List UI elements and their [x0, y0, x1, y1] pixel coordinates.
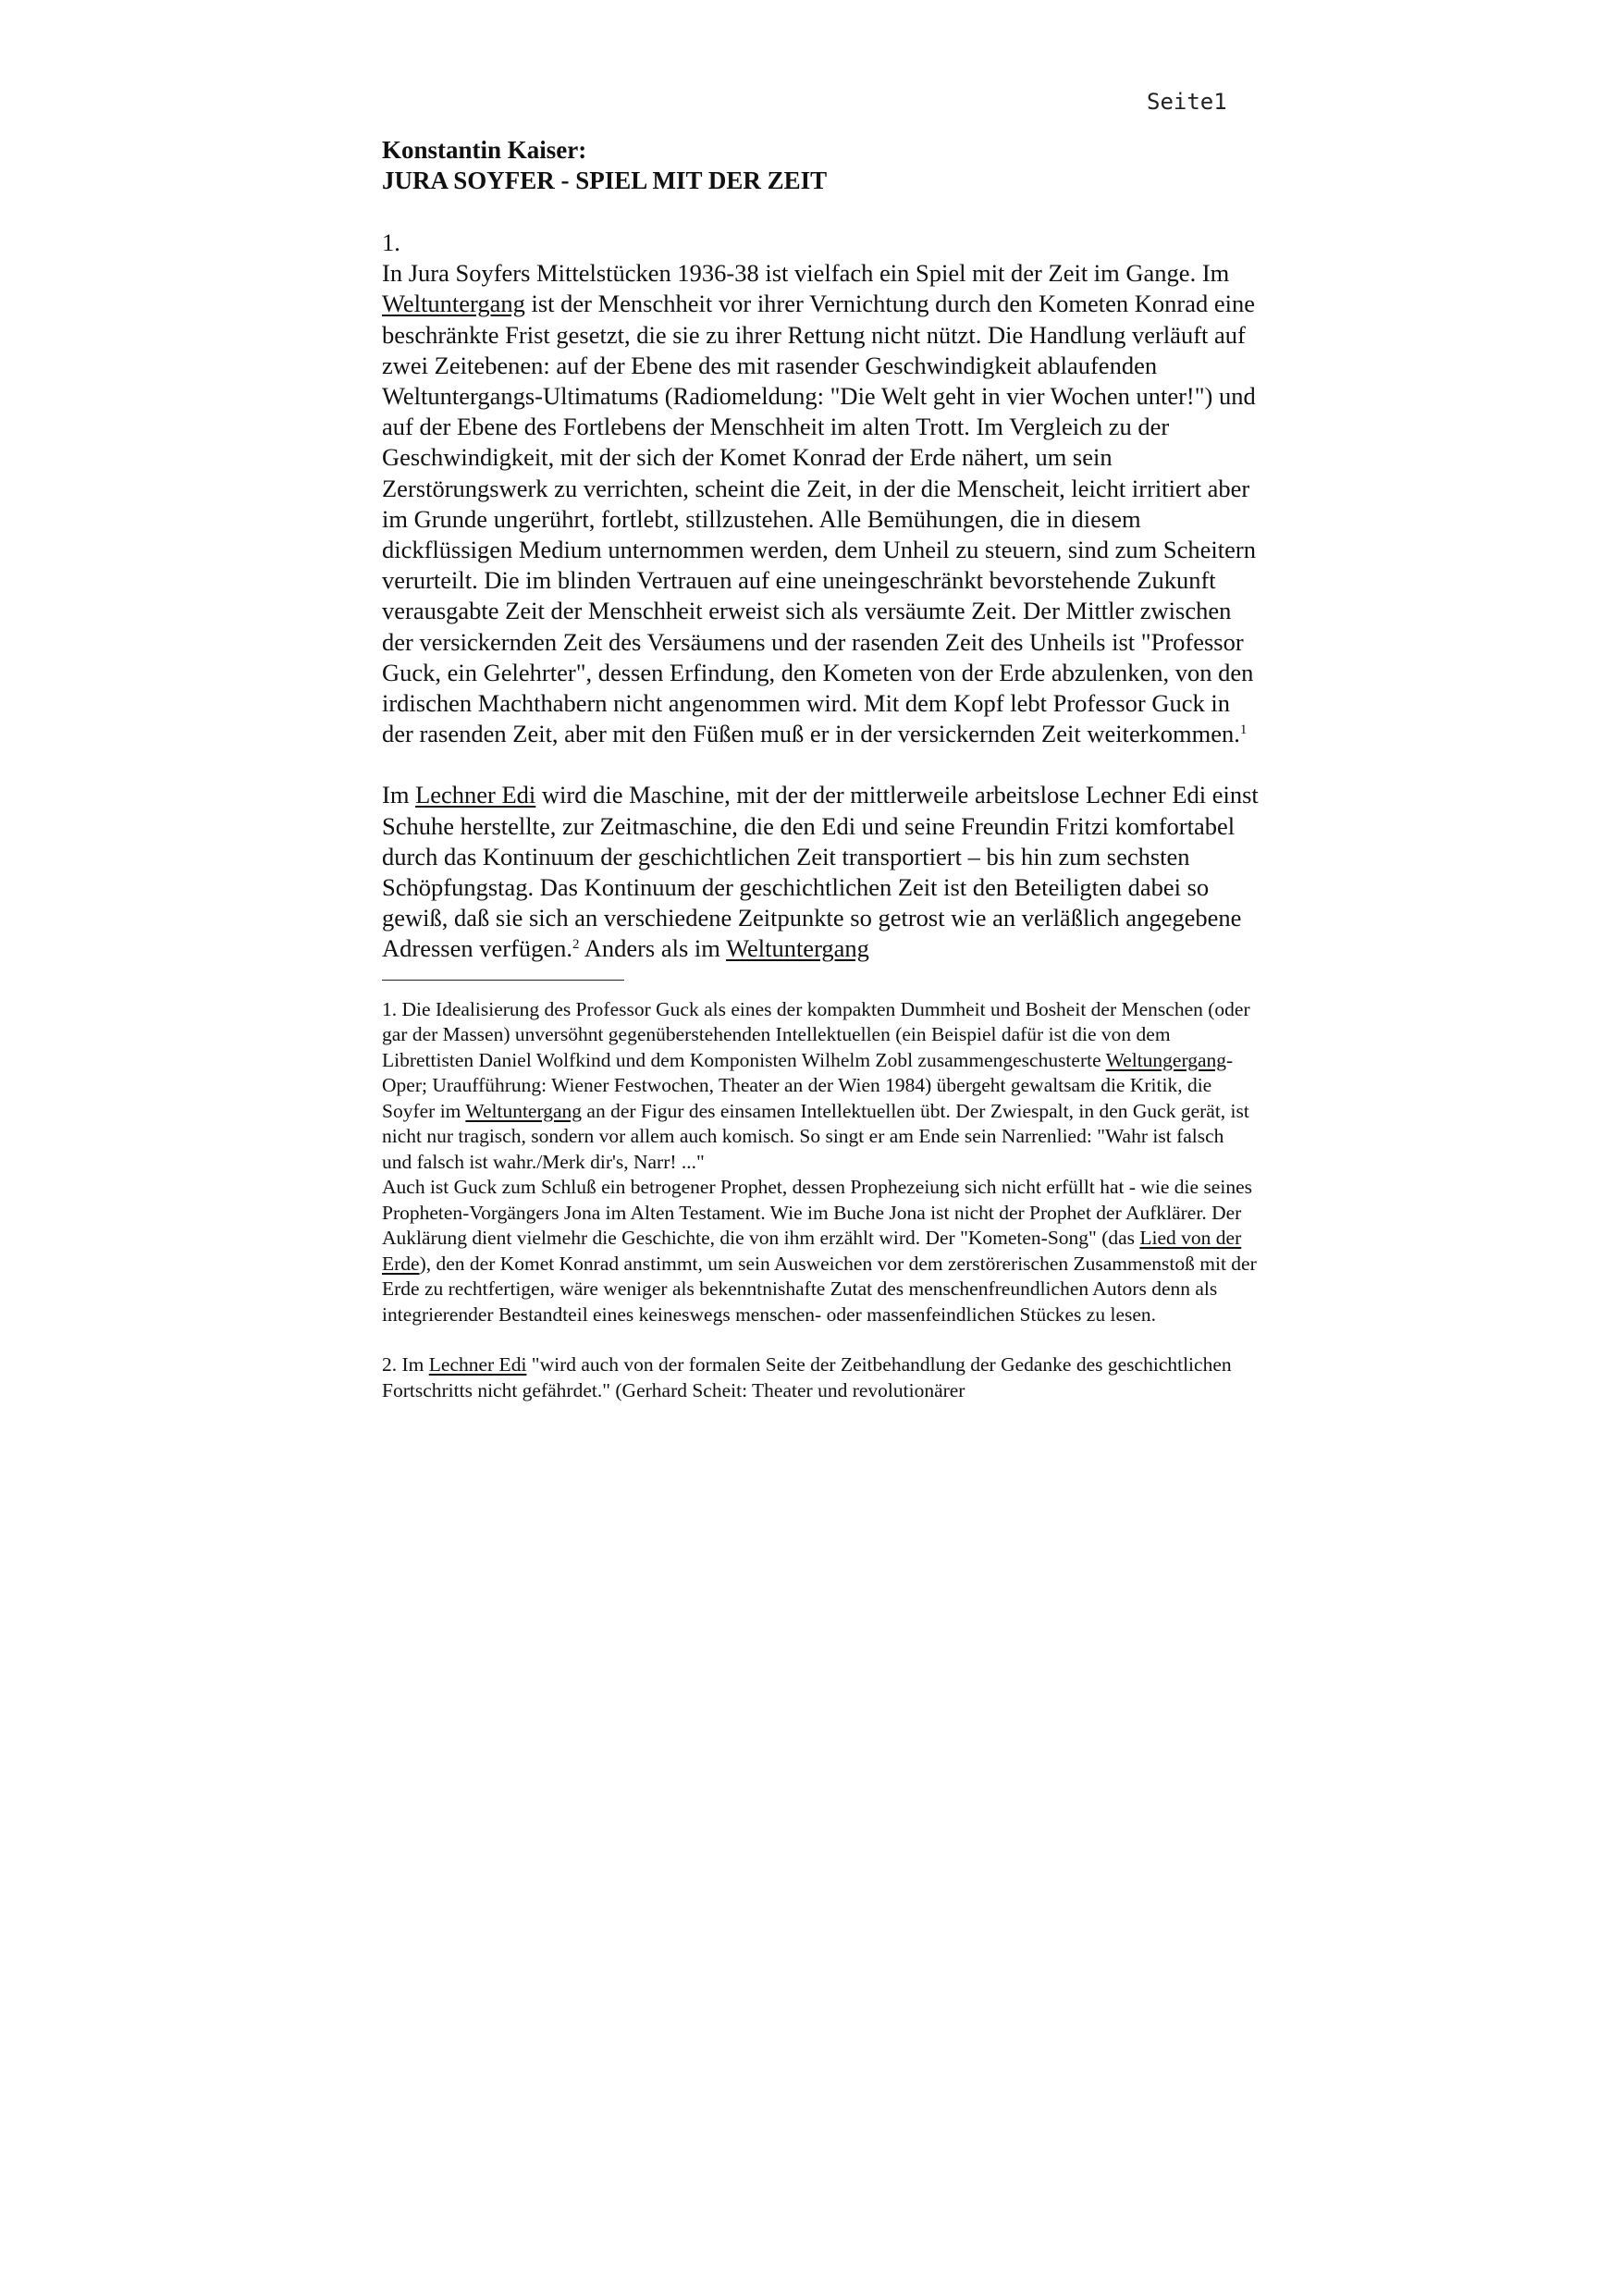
- text-run: Im: [382, 781, 416, 809]
- footnote-1-continuation: [382, 1175, 1259, 1327]
- author-line: Konstantin Kaiser:: [382, 136, 587, 164]
- paragraph-2: [382, 780, 1259, 964]
- document-title: JURA SOYFER - SPIEL MIT DER ZEIT: [382, 167, 828, 194]
- section-number: 1.: [382, 228, 400, 256]
- text-run: Auch ist Guck zum Schluß ein betrogener Prophet, dessen Prophezeiung sich nicht erfüllt hat - wie die seines Propheten-Vorgängers Jona im Alten Testament. Wie im Buche Jona ist nicht der Prophet der Aufklärer. Der Auklärung dient vielmehr die Geschichte, die von ihm erzählt wird. Der "Kometen-Song" (das: [382, 1176, 1252, 1250]
- page-number: Seite1: [1147, 89, 1227, 115]
- text-run: -Oper; Uraufführung: Wiener Festwochen, Theater an der Wien 1984) übergeht gewaltsam die Kritik, die Soyfer im: [382, 1048, 1234, 1122]
- work-title-lied-von-der-erde: Lied von der Erde: [382, 1227, 1242, 1275]
- footnote-separator: [382, 980, 624, 981]
- work-title-weltuntergang: Weltuntergang: [382, 290, 525, 318]
- text-run: wird die Maschine, mit der der mittlerweile arbeitslose Lechner Edi einst Schuhe herstellte, zur Zeitmaschine, die den Edi und seine Freundin Fritzi komfortabel durch das Kontinuum der geschichtlichen Zeit transportiert – bis hin zum sechsten Schöpfungstag. Das Kontinuum der geschichtlichen Zeit ist den Beteiligten dabei so gewiß, daß sie sich an verschiedene Zeitpunkte so getrost wie an verläßlich angegebene Adressen verfügen.: [382, 781, 1259, 963]
- work-title-lechner-edi: Lechner Edi: [415, 781, 536, 809]
- paragraph-1: [382, 258, 1259, 749]
- footnote-ref-2[interactable]: 2: [572, 937, 580, 953]
- work-title-weltuntergang: Weltuntergang: [726, 934, 869, 963]
- work-title-weltuntergang: Weltuntergang: [465, 1099, 583, 1122]
- text-run: Anders als im: [579, 934, 727, 963]
- text-run: 2. Im: [382, 1353, 429, 1376]
- footnote-2: [382, 1352, 1259, 1403]
- text-run: ), den der Komet Konrad anstimmt, um sein Ausweichen vor dem zerstörerischen Zusammenstoß mit der Erde zu rechtfertigen, wäre weniger als bekenntnishafte Zutat des menschenfreundlichen Autors denn als integrierender Bestandteil eines keineswegs menschen- oder massenfeindlichen Stückes zu lesen.: [382, 1252, 1257, 1326]
- footnote-ref-1[interactable]: 1: [1239, 722, 1248, 738]
- document-body: [382, 135, 1259, 1403]
- text-run: an der Figur des einsamen Intellektuellen übt. Der Zwiespalt, in den Guck gerät, ist nicht nur tragisch, sondern vor allem auch komisch. So singt er am Ende sein Narrenlied: "Wahr ist falsch und falsch ist wahr./Merk dir's, Narr! ...": [382, 1099, 1249, 1173]
- footnote-1: [382, 997, 1259, 1176]
- work-title-weltungergang: Weltungergang: [1105, 1048, 1227, 1071]
- text-run: "wird auch von der formalen Seite der Zeitbehandlung der Gedanke des geschichtlichen Fortschritts nicht gefährdet." (Gerhard Scheit: Theater und revolutionärer: [382, 1353, 1232, 1401]
- text-run: 1. Die Idealisierung des Professor Guck als eines der kompakten Dummheit und Bosheit der Menschen (oder gar der Massen) unversöhnt gegenüberstehenden Intellektuellen (ein Beispiel dafür ist die von dem Librettisten Daniel Wolfkind und dem Komponisten Wilhelm Zobl zusammengeschusterte: [382, 997, 1250, 1071]
- text-run: In Jura Soyfers Mittelstücken 1936-38 ist vielfach ein Spiel mit der Zeit im Gange. Im: [382, 259, 1230, 288]
- work-title-lechner-edi: Lechner Edi: [428, 1353, 527, 1376]
- text-run: ist der Menschheit vor ihrer Vernichtung durch den Kometen Konrad eine beschränkte Frist gesetzt, die sie zu ihrer Rettung nicht nützt. Die Handlung verläuft auf zwei Zeitebenen: auf der Ebene des mit rasender Geschwindigkeit ablaufenden Weltuntergangs-Ultimatums (Radiomeldung: "Die Welt geht in vier Wochen unter!") und auf der Ebene des Fortlebens der Menschheit im alten Trott. Im Vergleich zu der Geschwindigkeit, mit der sich der Komet Konrad der Erde nähert, um sein Zerstörungswerk zu verrichten, scheint die Zeit, in der die Menscheit, leicht irritiert aber im Grunde ungerührt, fortlebt, stillzustehen. Alle Bemühungen, die in diesem dickflüssigen Medium unternommen werden, dem Unheil zu steuern, sind zum Scheitern verurteilt. Die im blinden Vertrauen auf eine uneingeschränkt bevorstehende Zukunft verausgabte Zeit der Menschheit erweist sich als versäumte Zeit. Der Mittler zwischen der versickernden Zeit des Versäumens und der rasenden Zeit des Unheils ist "Professor Guck, ein Gelehrter", dessen Erfindung, den Kometen von der Erde abzulenken, von den irdischen Machthabern nicht angenommen wird. Mit dem Kopf lebt Professor Guck in der rasenden Zeit, aber mit den Füßen muß er in der versickernden Zeit weiterkommen.: [382, 290, 1256, 748]
